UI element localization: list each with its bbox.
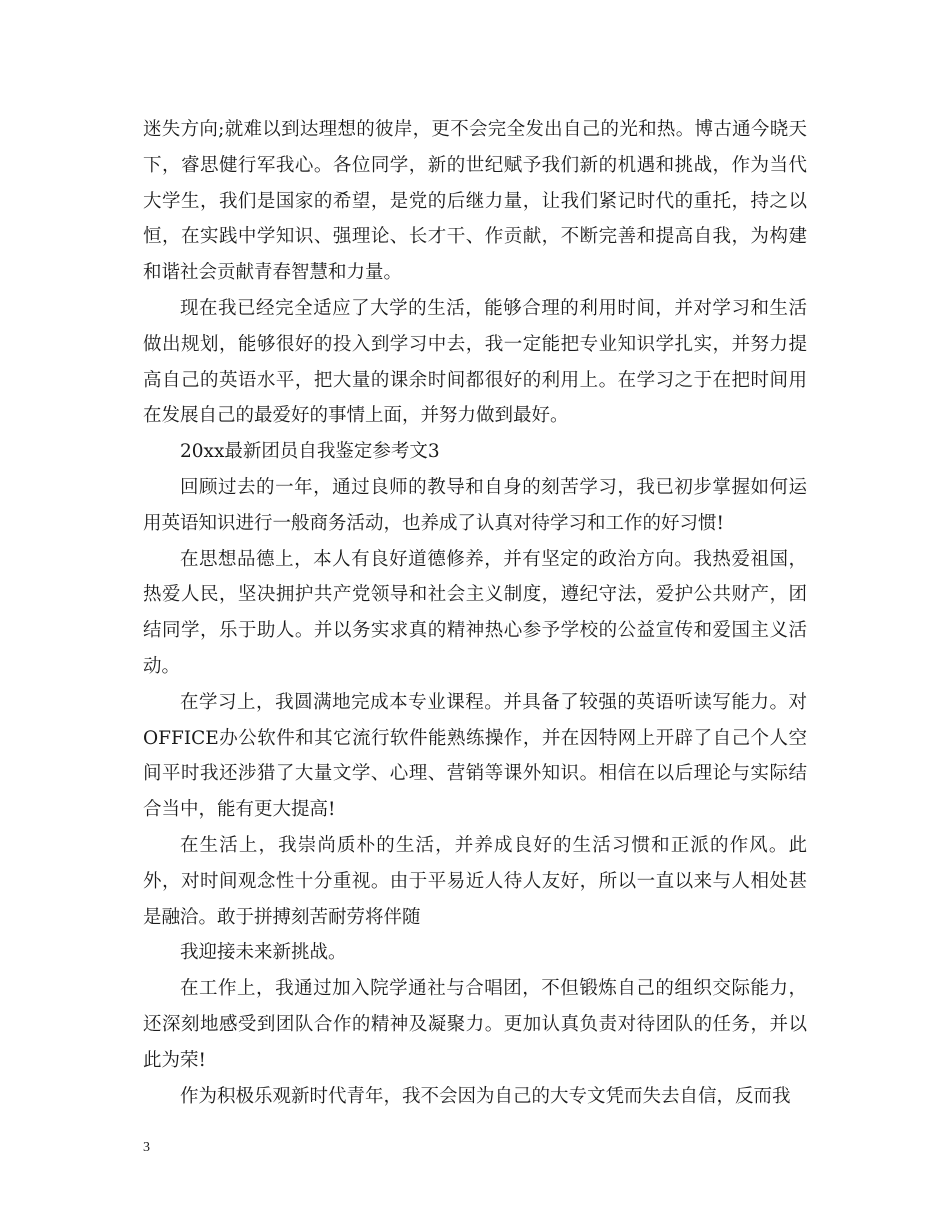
paragraph: 现在我已经完全适应了大学的生活，能够合理的利用时间，并对学习和生活做出规划，能够很好的投入到学习中去，我一定能把专业知识学扎实，并努力提高自己的英语水平，把大量的课余时间都很好的利用上。在学习之于在把时间用在发展自己的最爱好的事情上面，并努力做到最好。 <box>143 297 807 427</box>
paragraph: 迷失方向;就难以到达理想的彼岸，更不会完全发出自己的光和热。博古通今晓天下，睿思健行军我心。各位同学，新的世纪赋予我们新的机遇和挑战，作为当代大学生，我们是国家的希望，是党的后继力量，让我们紧记时代的重托，持之以恒，在实践中学知识、强理论、长才干、作贡献，不断完善和提高自我，为构建和谐社会贡献青春智慧和力量。 <box>143 119 807 284</box>
paragraph: 回顾过去的一年，通过良师的教导和自身的刻苦学习，我已初步掌握如何运用英语知识进行一般商务活动，也养成了认真对待学习和工作的好习惯! <box>143 476 807 534</box>
page-number: 3 <box>143 1140 150 1155</box>
paragraph: 作为积极乐观新时代青年，我不会因为自己的大专文凭而失去自信，反而我 <box>180 1085 791 1107</box>
paragraph: 在生活上，我崇尚质朴的生活，并养成良好的生活习惯和正派的作风。此外，对时间观念性十分重视。由于平易近人待人友好，所以一直以来与人相处甚是融洽。敢于拼搏刻苦耐劳将伴随 <box>143 834 807 928</box>
paragraph: 我迎接未来新挑战。 <box>180 942 347 964</box>
paragraph: 在思想品德上，本人有良好道德修养，并有坚定的政治方向。我热爱祖国，热爱人民，坚决拥护共产党领导和社会主义制度，遵纪守法，爱护公共财产，团结同学，乐于助人。并以务实求真的精神热心参予学校的公益宣传和爱国主义活动。 <box>143 548 807 677</box>
paragraph: 在工作上，我通过加入院学通社与合唱团，不但锻炼自己的组织交际能力，还深刻地感受到团队合作的精神及凝聚力。更加认真负责对待团队的任务，并以此为荣! <box>143 978 807 1071</box>
document-body <box>143 112 807 1114</box>
paragraph: 在学习上，我圆满地完成本专业课程。并具备了较强的英语听读写能力。对OFFICE办公软件和其它流行软件能熟练操作，并在因特网上开辟了自己个人空间平时我还涉猎了大量文学、心理、营销等课外知识。相信在以后理论与实际结合当中，能有更大提高! <box>143 691 807 821</box>
section-heading: 20xx最新团员自我鉴定参考文3 <box>180 441 440 463</box>
